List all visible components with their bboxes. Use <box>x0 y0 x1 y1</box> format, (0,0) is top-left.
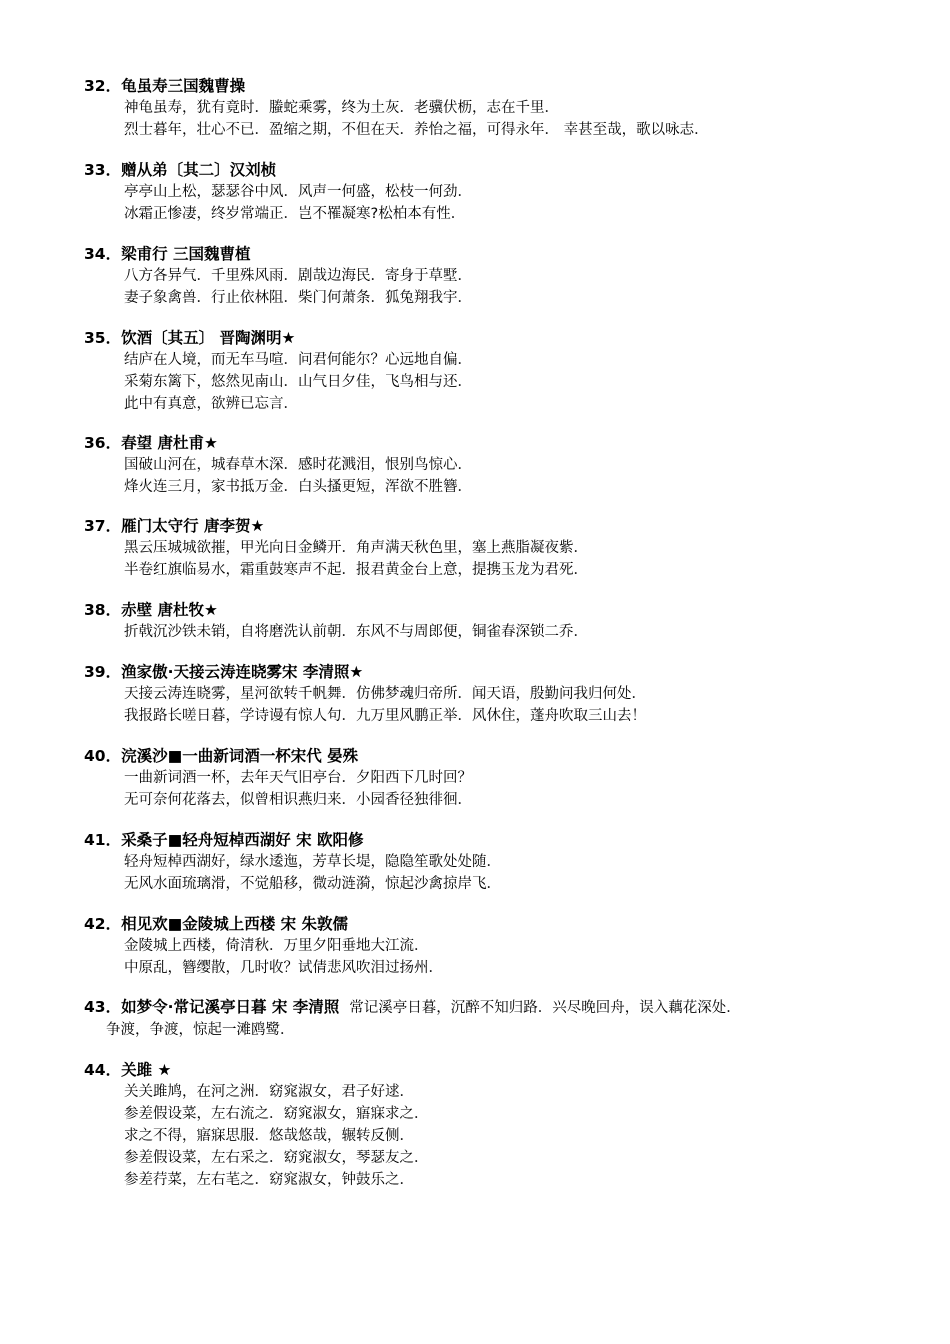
poem-title: 33．赠从弟〔其二〕汉刘桢 <box>84 161 277 179</box>
poem-34 <box>84 243 914 309</box>
poem-38 <box>84 599 914 643</box>
poem-line: 参差假设菜，左右采之．窈窕淑女，琴瑟友之． <box>124 1150 429 1166</box>
poem-line: 常记溪亭日暮，沉醉不知归路．兴尽晚回舟，误入藕花深处． <box>349 1000 741 1016</box>
poem-line: 八方各异气．千里殊风雨．剧哉边海民．寄身于草墅． <box>124 268 472 284</box>
poem-line: 烈士暮年，壮心不已．盈缩之期，不但在天．养怡之福，可得永年． 幸甚至哉，歌以咏志． <box>124 122 709 138</box>
poem-line: 中原乱，簪缨散，几时收？试倩悲风吹泪过扬州． <box>124 960 443 976</box>
poem-line: 黑云压城城欲摧，甲光向日金鳞开．角声满天秋色里，塞上燕脂凝夜紫． <box>124 540 588 556</box>
poem-line: 此中有真意，欲辨已忘言． <box>124 396 298 412</box>
poem-body <box>84 349 914 415</box>
poem-title: 36．春望 唐杜甫★ <box>84 434 218 452</box>
poem-line: 参差荇菜，左右芼之．窈窕淑女，钟鼓乐之． <box>124 1172 414 1188</box>
poem-line: 结庐在人境，而无车马喧．问君何能尔？心远地自偏． <box>124 352 472 368</box>
poem-body <box>84 767 914 811</box>
poem-body <box>84 621 914 643</box>
poem-36 <box>84 432 914 498</box>
poem-body <box>84 935 914 979</box>
poem-body <box>84 454 914 498</box>
poem-line: 轻舟短棹西湖好，绿水逶迤，芳草长堤，隐隐笙歌处处随． <box>124 854 501 870</box>
poem-line: 神龟虽寿，犹有竟时．螣蛇乘雾，终为土灰．老骥伏枥，志在千里． <box>124 100 559 116</box>
poem-35 <box>84 327 914 415</box>
poem-title: 44．关雎 ★ <box>84 1061 172 1079</box>
poem-40 <box>84 745 914 811</box>
poem-body <box>84 851 914 895</box>
poem-44 <box>84 1059 914 1191</box>
poem-line: 半卷红旗临易水，霜重鼓寒声不起．报君黄金台上意，提携玉龙为君死． <box>124 562 588 578</box>
poem-title: 34．梁甫行 三国魏曹植 <box>84 245 251 263</box>
poem-line: 我报路长嗟日暮，学诗谩有惊人句．九万里风鹏正举．风休住，蓬舟吹取三山去！ <box>124 708 646 724</box>
poem-line: 冰霜正惨凄，终岁常端正．岂不罹凝寒?松柏本有性． <box>124 206 466 222</box>
poem-title: 38．赤壁 唐杜牧★ <box>84 601 218 619</box>
poem-title: 39．渔家傲·天接云涛连晓雾宋 李清照★ <box>84 663 364 681</box>
poem-line: 天接云涛连晓雾，星河欲转千帆舞．仿佛梦魂归帝所．闻天语，殷勤问我归何处． <box>124 686 646 702</box>
poem-body <box>84 683 914 727</box>
poem-line: 采菊东篱下，悠然见南山．山气日夕佳，飞鸟相与还． <box>124 374 472 390</box>
poem-41 <box>84 829 914 895</box>
poem-line: 金陵城上西楼，倚清秋．万里夕阳垂地大江流． <box>124 938 429 954</box>
poem-body <box>84 97 914 141</box>
poem-33 <box>84 159 914 225</box>
poem-37 <box>84 515 914 581</box>
poem-title: 41．采桑子■轻舟短棹西湖好 宋 欧阳修 <box>84 831 364 849</box>
poem-43 <box>84 996 914 1041</box>
poem-line: 参差假设菜，左右流之．窈窕淑女，寤寐求之． <box>124 1106 429 1122</box>
poem-39 <box>84 661 914 727</box>
poem-line: 亭亭山上松，瑟瑟谷中风．风声一何盛，松枝一何劲． <box>124 184 472 200</box>
poem-line: 妻子象禽兽．行止依林阻．柴门何萧条．狐兔翔我宇． <box>124 290 472 306</box>
poem-42 <box>84 913 914 979</box>
poem-title: 32．龟虽寿三国魏曹操 <box>84 77 246 95</box>
poem-title: 42．相见欢■金陵城上西楼 宋 朱敦儒 <box>84 915 349 933</box>
poem-line: 关关雎鸠，在河之洲．窈窕淑女，君子好逑． <box>124 1084 414 1100</box>
poem-body <box>84 265 914 309</box>
poem-title-row <box>84 996 914 1019</box>
poem-body <box>84 537 914 581</box>
poem-line: 求之不得，寤寐思服．悠哉悠哉，辗转反侧． <box>124 1128 414 1144</box>
poem-title: 43．如梦令·常记溪亭日暮 宋 李清照 <box>84 998 340 1016</box>
poem-line: 无风水面琉璃滑，不觉船移，微动涟漪，惊起沙禽掠岸飞． <box>124 876 501 892</box>
poem-line: 国破山河在，城春草木深．感时花溅泪，恨别鸟惊心． <box>124 457 472 473</box>
poem-title: 37．雁门太守行 唐李贺★ <box>84 517 265 535</box>
poem-body <box>84 1081 914 1191</box>
poem-line: 无可奈何花落去，似曾相识燕归来．小园香径独徘徊． <box>124 792 472 808</box>
poem-body <box>84 181 914 225</box>
poem-line: 烽火连三月，家书抵万金．白头搔更短，浑欲不胜簪． <box>124 479 472 495</box>
poem-line: 争渡，争渡，惊起一滩鸥鹭． <box>106 1022 295 1038</box>
poem-title: 40．浣溪沙■一曲新词酒一杯宋代 晏殊 <box>84 747 359 765</box>
poem-line: 折戟沉沙铁未销，自将磨洗认前朝．东风不与周郎便，铜雀春深锁二乔． <box>124 624 588 640</box>
poem-title: 35．饮酒〔其五〕 晋陶渊明★ <box>84 329 296 347</box>
poem-line: 一曲新词酒一杯，去年天气旧亭台．夕阳西下几时回？ <box>124 770 472 786</box>
poem-32 <box>84 75 914 141</box>
